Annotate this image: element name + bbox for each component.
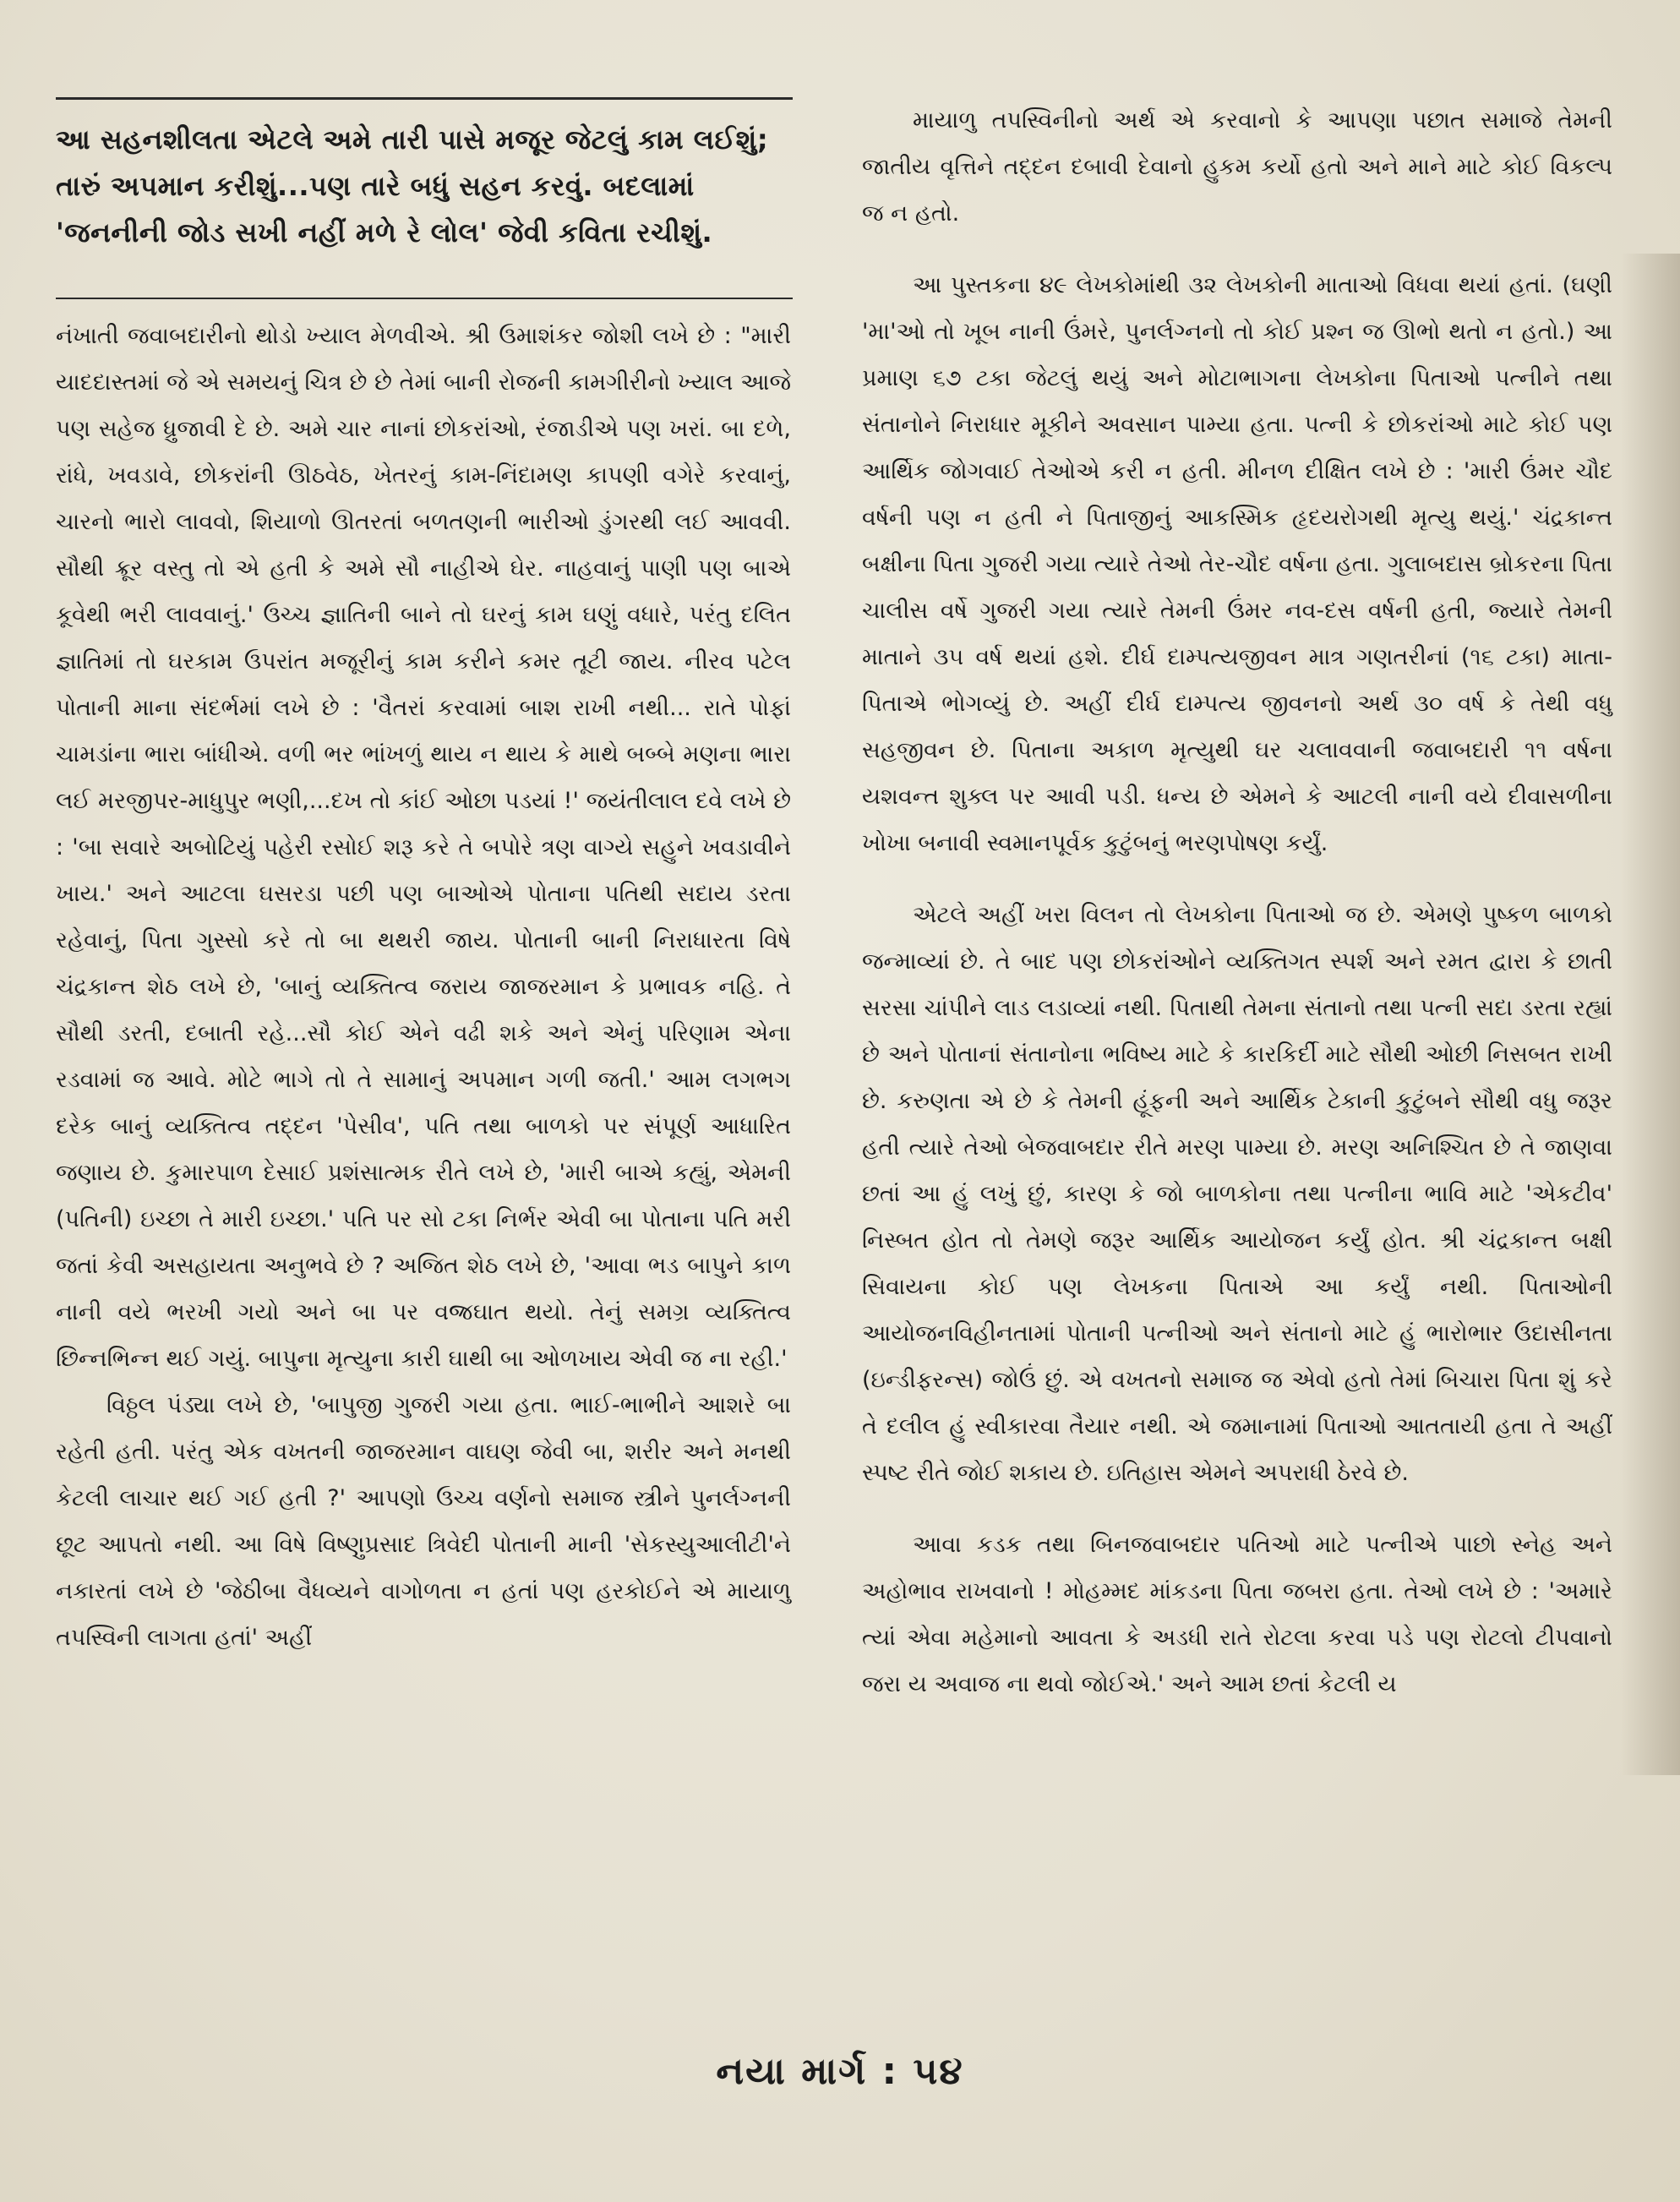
right-paragraph-3: એટલે અહીં ખરા વિલન તો લેખકોના પિતાઓ જ છે. એમણે પુષ્કળ બાળકો જન્માવ્યાં છે. તે બાદ પણ છોકરાંઓને વ્યક્તિગત સ્પર્શ અને રમત દ્વારા કે છાતી સરસા ચાંપીને લાડ લડાવ્યાં નથી. પિતાથી તેમના સંતાનો તથા પત્ની સદા ડરતા રહ્યાં છે અને પોતાનાં સંતાનોના ભવિષ્ય માટે કે કારકિર્દી માટે સૌથી ઓછી નિસબત રાખી છે. કરુણતા એ છે કે તેમની હૂંફની અને આર્થિક ટેકાની કુટુંબને સૌથી વધુ જરૂર હતી ત્યારે તેઓ બેજવાબદાર રીતે મરણ પામ્યા છે. મરણ અનિશ્ચિત છે તે જાણવા છતાં આ હું લખું છું, કારણ કે જો બાળકોના તથા પત્નીના ભાવિ માટે 'એકટીવ' નિસ્બત હોત તો તેમણે જરૂર આર્થિક આયોજન કર્યું હોત. શ્રી ચંદ્રકાન્ત બક્ષી સિવાયના કોઈ પણ લેખકના પિતાએ આ કર્યું નથી. પિતાઓની આયોજનવિહીનતામાં પોતાની પત્નીઓ અને સંતાનો માટે હું ભારોભાર ઉદાસીનતા (ઇન્ડીફરન્સ) જોઉં છું. એ વખતનો સમાજ જ એવો હતો તેમાં બિચારા પિતા શું કરે તે દલીલ હું સ્વીકારવા તૈયાર નથી. એ જમાનામાં પિતાઓ આતતાયી હતા તે અહીં સ્પષ્ટ રીતે જોઈ શકાય છે. ઇતિહાસ એમને અપરાધી ઠેરવે છે.	[862, 902, 1612, 1486]
page-footer: નયા માર્ગ : ૫૪	[716, 2050, 964, 2093]
pull-quote-text: આ સહનશીલતા એટલે અમે તારી પાસે મજૂર જેટલું કામ લઈશું; તારું અપમાન કરીશું...પણ તારે બધું સહન કરવું. બદલામાં 'જનનીની જોડ સખી નહીં મળે રે લોલ' જેવી કવિતા રચીશું.	[56, 123, 769, 249]
left-paragraph-2: વિઠ્ઠલ પંડ્યા લખે છે, 'બાપુજી ગુજરી ગયા હતા. ભાઈ-ભાભીને આશરે બા રહેતી હતી. પરંતુ એક વખતની જાજરમાન વાઘણ જેવી બા, શરીર અને મનથી કેટલી લાચાર થઈ ગઈ હતી ?' આપણો ઉચ્ચ વર્ણનો સમાજ સ્ત્રીને પુનર્લગ્નની છૂટ આપતો નથી. આ વિષે વિષ્ણુપ્રસાદ ત્રિવેદી પોતાની માની 'સેકસ્યુઆલીટી'ને નકારતાં લખે છે 'જેઠીબા વૈધવ્યને વાગોળતા ન હતાં પણ હરકોઈને એ માયાળુ તપસ્વિની લાગતા હતાં' અહીં	[56, 1392, 791, 1651]
pull-quote-bottom-rule	[56, 298, 793, 299]
right-paragraph-4: આવા કડક તથા બિનજવાબદાર પતિઓ માટે પત્નીએ પાછો સ્નેહ અને અહોભાવ રાખવાનો ! મોહમ્મદ માંકડના પિતા જબરા હતા. તેઓ લખે છે : 'અમારે ત્યાં એવા મહેમાનો આવતા કે અડધી રાતે રોટલા કરવા પડે પણ રોટલો ટીપવાનો જરા ય અવાજ ના થવો જોઈએ.' અને આમ છતાં કેટલી ય	[862, 1532, 1612, 1697]
left-paragraph-1: નંખાતી જવાબદારીનો થોડો ખ્યાલ મેળવીએ. શ્રી ઉમાશંકર જોશી લખે છે : "મારી યાદદાસ્તમાં જે એ સમયનું ચિત્ર છે છે તેમાં બાની રોજની કામગીરીનો ખ્યાલ આજે પણ સહેજ ધ્રુજાવી દે છે. અમે ચાર નાનાં છોકરાંઓ, રંજાડીએ પણ ખરાં. બા દળે, રાંધે, ખવડાવે, છોકરાંની ઊઠવેઠ, ખેતરનું કામ-નિંદામણ કાપણી વગેરે કરવાનું, ચારનો ભારો લાવવો, શિયાળો ઊતરતાં બળતણની ભારીઓ ડુંગરથી લઈ આવવી. સૌથી ક્રૂર વસ્તુ તો એ હતી કે અમે સૌ નાહીએ ઘેર. નાહવાનું પાણી પણ બાએ કૂવેથી ભરી લાવવાનું.' ઉચ્ચ જ્ઞાતિની બાને તો ઘરનું કામ ઘણું વધારે, પરંતુ દલિત જ્ઞાતિમાં તો ઘરકામ ઉપરાંત મજૂરીનું કામ કરીને કમર તૂટી જાય. નીરવ પટેલ પોતાની માના સંદર્ભમાં લખે છે : 'વૈતરાં કરવામાં બાશ રાખી નથી... રાતે પોફાં ચામડાંના ભારા બાંધીએ. વળી ભર ભાંખળું થાય ન થાય કે માથે બબ્બે મણના ભારા લઈ મરજીપર-માધુપુર ભણી,...દખ તો કાંઈ ઓછા પડયાં !' જયંતીલાલ દવે લખે છે : 'બા સવારે અબોટિયું પહેરી રસોઈ શરૂ કરે તે બપોરે ત્રણ વાગ્યે સહુને ખવડાવીને ખાય.' અને આટલા ઘસરડા પછી પણ બાઓએ પોતાના પતિથી સદાય ડરતા રહેવાનું, પિતા ગુસ્સો કરે તો બા થથરી જાય. પોતાની બાની નિરાધારતા વિષે ચંદ્રકાન્ત શેઠ લખે છે, 'બાનું વ્યક્તિત્વ જરાય જાજરમાન કે પ્રભાવક નહિ. તે સૌથી ડરતી, દબાતી રહે...સૌ કોઈ એને વઢી શકે અને એનું પરિણામ એના રડવામાં જ આવે. મોટે ભાગે તો તે સામાનું અપમાન ગળી જતી.' આમ લગભગ દરેક બાનું વ્યક્તિત્વ તદ્દન 'પેસીવ', પતિ તથા બાળકો પર સંપૂર્ણ આધારિત જણાય છે. કુમારપાળ દેસાઈ પ્રશંસાત્મક રીતે લખે છે, 'મારી બાએ કહ્યું, એમની (પતિની) ઇચ્છા તે મારી ઇચ્છા.' પતિ પર સો ટકા નિર્ભર એવી બા પોતાના પતિ મરી જતાં કેવી અસહાયતા અનુભવે છે ? અજિત શેઠ લખે છે, 'આવા ભડ બાપુને કાળ નાની વયે ભરખી ગયો અને બા પર વજ્રઘાત થયો. તેનું સમગ્ર વ્યક્તિત્વ છિન્નભિન્ન થઈ ગયું. બાપુના મૃત્યુના કારી ઘાથી બા ઓળખાય એવી જ ના રહી.'	[56, 323, 792, 1372]
page-edge-shadow	[1621, 254, 1680, 1775]
pull-quote	[56, 117, 783, 256]
pull-quote-top-rule	[56, 97, 793, 100]
right-paragraph-2: આ પુસ્તકના ૪૯ લેખકોમાંથી ૩૨ લેખકોની માતાઓ વિધવા થયાં હતાં. (ઘણી 'મા'ઓ તો ખૂબ નાની ઉંમરે, પુનર્લગ્નનો તો કોઈ પ્રશ્ન જ ઊભો થતો ન હતો.) આ પ્રમાણ ૬૭ ટકા જેટલું થયું અને મોટાભાગના લેખકોના પિતાઓ પત્નીને તથા સંતાનોને નિરાધાર મૂકીને અવસાન પામ્યા હતા. પત્ની કે છોકરાંઓ માટે કોઈ પણ આર્થિક જોગવાઈ તેઓએ કરી ન હતી. મીનળ દીક્ષિત લખે છે : 'મારી ઉંમર ચૌદ વર્ષની પણ ન હતી ને પિતાજીનું આકસ્મિક હૃદયરોગથી મૃત્યુ થયું.' ચંદ્રકાન્ત બક્ષીના પિતા ગુજરી ગયા ત્યારે તેઓ તેર-ચૌદ વર્ષના હતા. ગુલાબદાસ બ્રોકરના પિતા ચાલીસ વર્ષે ગુજરી ગયા ત્યારે તેમની ઉંમર નવ-દસ વર્ષની હતી, જ્યારે તેમની માતાને ૩૫ વર્ષ થયાં હશે. દીર્ઘ દામ્પત્યજીવન માત્ર ગણતરીનાં (૧૬ ટકા) માતા-પિતાએ ભોગવ્યું છે. અહીં દીર્ઘ દામ્પત્ય જીવનનો અર્થ ૩૦ વર્ષ કે તેથી વધુ સહજીવન છે. પિતાના અકાળ મૃત્યુથી ઘર ચલાવવાની જવાબદારી ૧૧ વર્ષના યશવન્ત શુક્લ પર આવી પડી. ધન્ય છે એમને કે આટલી નાની વયે દીવાસળીના ખોખા બનાવી સ્વમાનપૂર્વક કુટુંબનું ભરણપોષણ કર્યું.	[862, 272, 1612, 856]
left-column	[56, 313, 791, 2202]
right-column	[862, 97, 1612, 2202]
right-paragraph-1: માયાળુ તપસ્વિનીનો અર્થ એ કરવાનો કે આપણા પછાત સમાજે તેમની જાતીય વૃત્તિને તદ્દન દબાવી દેવાનો હુકમ કર્યો હતો અને માને માટે કોઈ વિકલ્પ જ ન હતો.	[862, 107, 1612, 227]
